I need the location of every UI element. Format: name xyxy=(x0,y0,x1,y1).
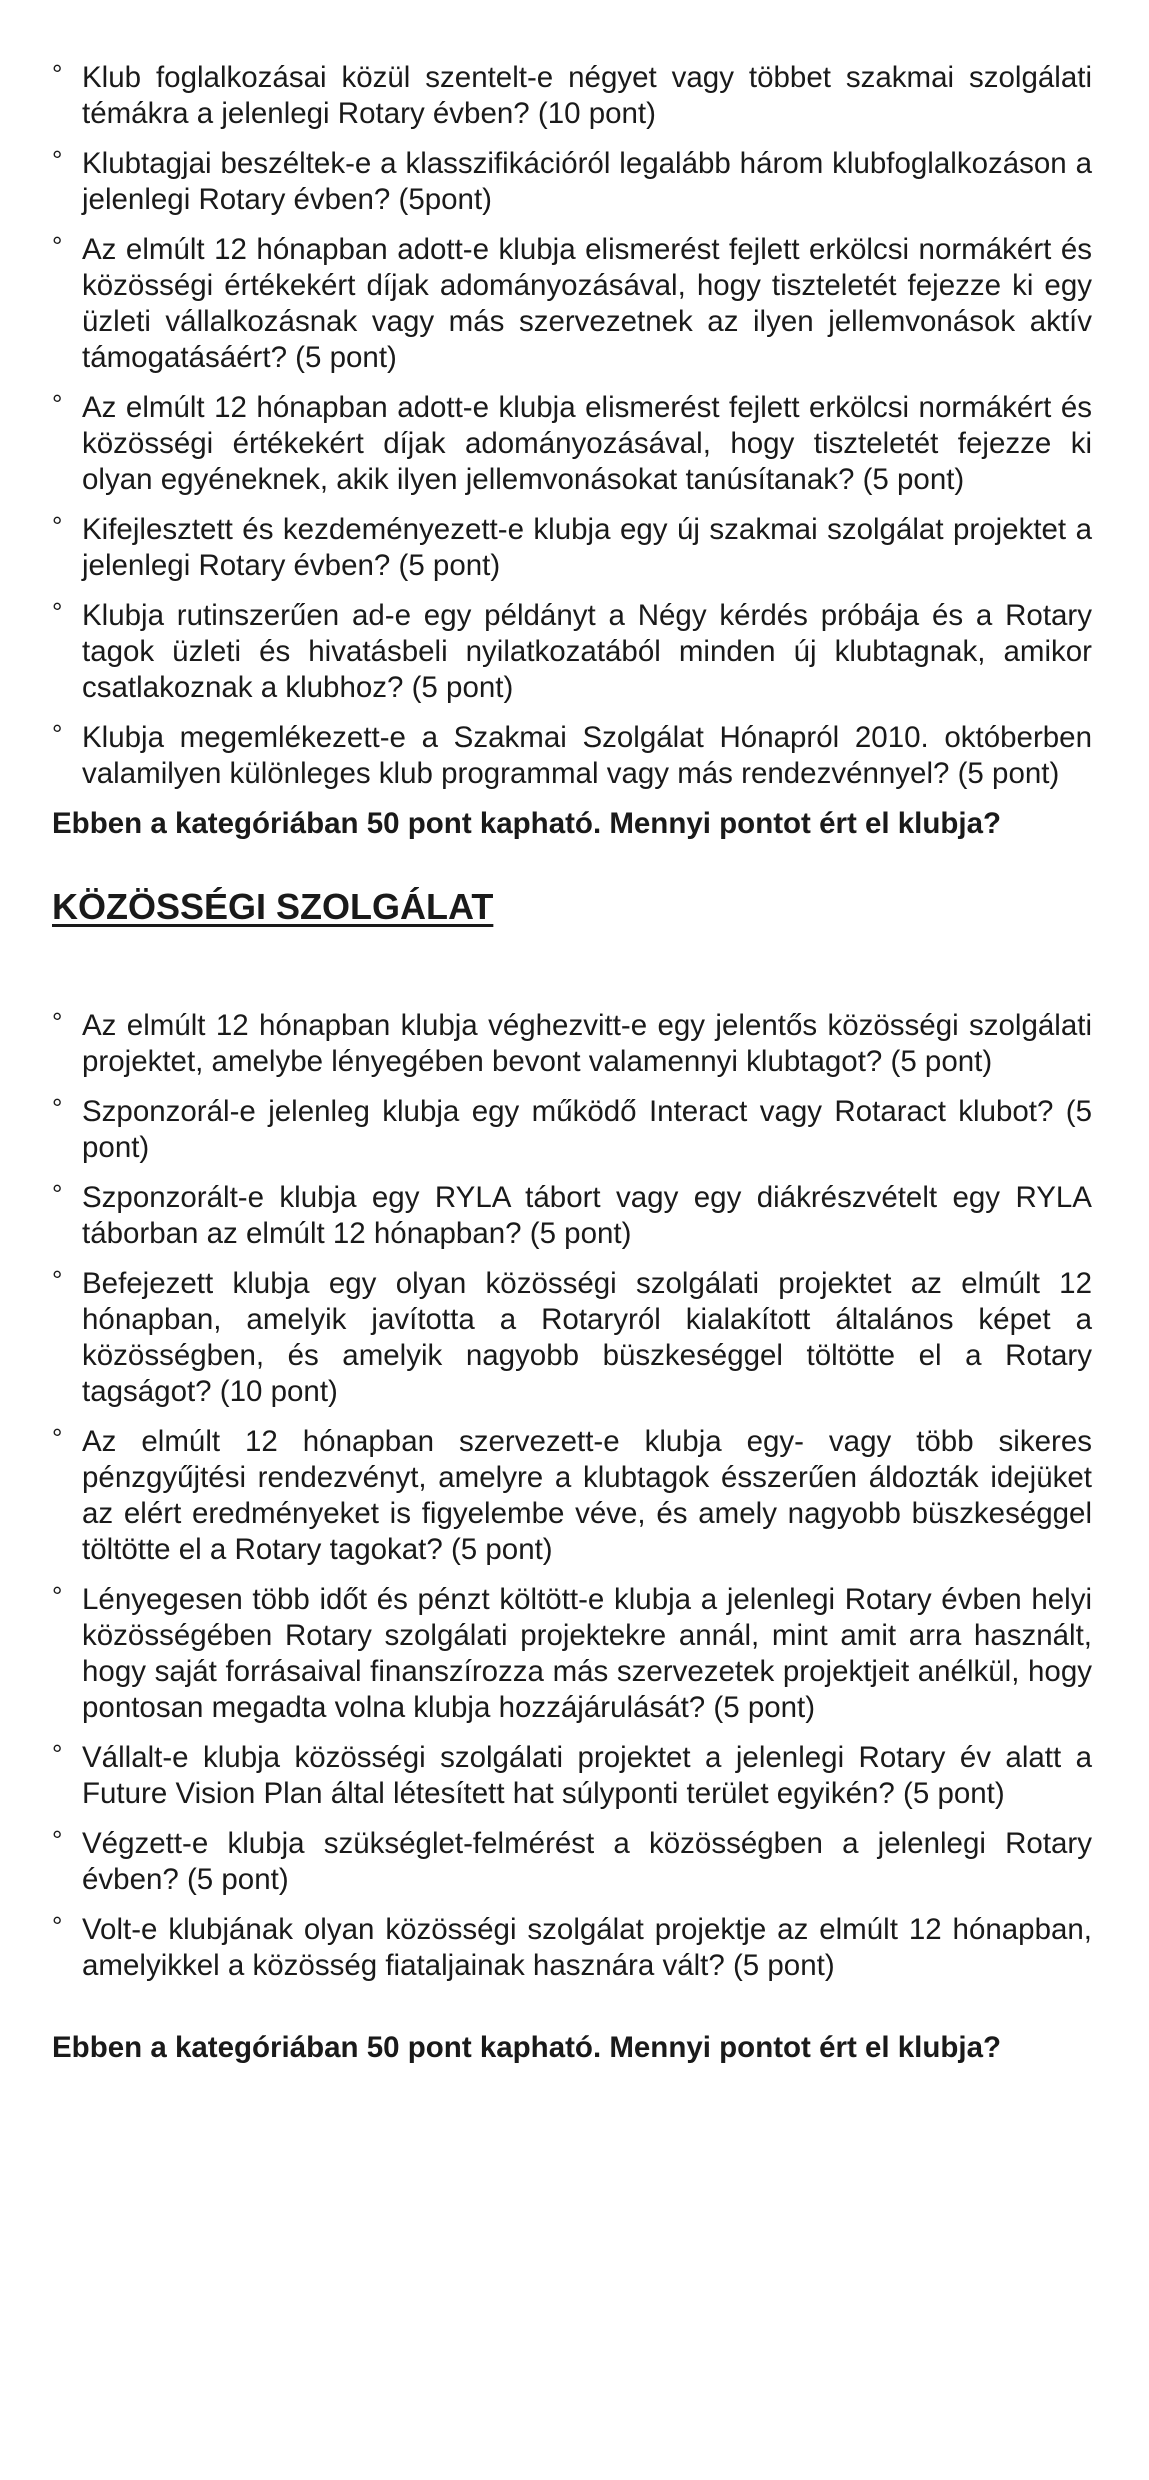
degree-bullet-icon: ° xyxy=(52,1179,63,1209)
question-text: Klubja rutinszerűen ad-e egy példányt a Négy kérdés próbája és a Rotary tagok üzleti és hivatásbeli nyilatkozatából minden új klubtagnak, amikor csatlakoznak a klubhoz? (5 pont) xyxy=(82,599,1092,704)
question-text: Szponzorált-e klubja egy RYLA tábort vagy egy diákrészvételt egy RYLA táborban az elmúlt 12 hónapban? (5 pont) xyxy=(82,1181,1092,1250)
question-text: Az elmúlt 12 hónapban adott-e klubja elismerést fejlett erkölcsi normákért és közösségi értékekért díjak adományozásával, hogy tiszteletét fejezze ki egy üzleti vállalkozásnak vagy más szervezetnek az ilyen jellemvonások aktív támogatásáért? (5 pont) xyxy=(82,233,1092,374)
section-summary: Ebben a kategóriában 50 pont kapható. Mennyi pontot ért el klubja? xyxy=(52,807,1002,840)
spacer xyxy=(52,1998,1092,2022)
degree-bullet-icon: ° xyxy=(52,1739,63,1769)
degree-bullet-icon: ° xyxy=(52,511,63,541)
question-item xyxy=(52,1008,1092,1080)
degree-bullet-icon: ° xyxy=(52,389,63,419)
question-text: Lényegesen több időt és pénzt költött-e klubja a jelenlegi Rotary évben helyi közösségében Rotary szolgálati projektekre annál, mint amit arra használt, hogy saját forrásaival finanszírozza más szervezetek projektjeit anélkül, hogy pontosan megadta volna klubja hozzájárulását? (5 pont) xyxy=(82,1583,1092,1724)
question-item xyxy=(52,720,1092,792)
question-text: Befejezett klubja egy olyan közösségi szolgálati projektet az elmúlt 12 hónapban, amelyik javította a Rotaryról kialakított általános képet a közösségben, és amelyik nagyobb büszkeséggel töltötte el a Rotary tagságot? (10 pont) xyxy=(82,1267,1092,1408)
question-text: Volt-e klubjának olyan közösségi szolgálat projektje az elmúlt 12 hónapban, amelyikkel a közösség fiataljainak hasznára vált? (5 pont) xyxy=(82,1913,1092,1982)
question-item xyxy=(52,1424,1092,1568)
degree-bullet-icon: ° xyxy=(52,1581,63,1611)
document-page xyxy=(52,60,1092,2066)
question-text: Az elmúlt 12 hónapban klubja véghezvitt-e egy jelentős közösségi szolgálati projektet, amelybe lényegében bevont valamennyi klubtagot? (5 pont) xyxy=(82,1009,1092,1078)
question-item xyxy=(52,1266,1092,1410)
question-item xyxy=(52,1582,1092,1726)
question-item xyxy=(52,390,1092,498)
question-item xyxy=(52,1094,1092,1166)
degree-bullet-icon: ° xyxy=(52,719,63,749)
question-item xyxy=(52,1912,1092,1984)
question-text: Vállalt-e klubja közösségi szolgálati projektet a jelenlegi Rotary év alatt a Future Vision Plan által létesített hat súlyponti terület egyikén? (5 pont) xyxy=(82,1741,1092,1810)
question-item xyxy=(52,512,1092,584)
question-item xyxy=(52,1180,1092,1252)
question-text: Végzett-e klubja szükséglet-felmérést a közösségben a jelenlegi Rotary évben? (5 pont) xyxy=(82,1827,1092,1896)
question-item xyxy=(52,1740,1092,1812)
question-item xyxy=(52,60,1092,132)
degree-bullet-icon: ° xyxy=(52,1265,63,1295)
section-heading: KÖZÖSSÉGI SZOLGÁLAT xyxy=(52,886,494,927)
question-text: Az elmúlt 12 hónapban szervezett-e klubja egy- vagy több sikeres pénzgyűjtési rendezvényt, amelyre a klubtagok ésszerűen áldozták idejüket az elért eredményeket is figyelembe véve, és amely nagyobb büszkeséggel töltötte el a Rotary tagokat? (5 pont) xyxy=(82,1425,1092,1566)
question-text: Klub foglalkozásai közül szentelt-e négyet vagy többet szakmai szolgálati témákra a jelenlegi Rotary évben? (10 pont) xyxy=(82,61,1092,130)
question-text: Az elmúlt 12 hónapban adott-e klubja elismerést fejlett erkölcsi normákért és közösségi értékekért díjak adományozásával, hogy tiszteletét fejezze ki olyan egyéneknek, akik ilyen jellemvonásokat tanúsítanak? (5 pont) xyxy=(82,391,1092,496)
degree-bullet-icon: ° xyxy=(52,145,63,175)
question-text: Kifejlesztett és kezdeményezett-e klubja egy új szakmai szolgálat projektet a jelenlegi Rotary évben? (5 pont) xyxy=(82,513,1092,582)
degree-bullet-icon: ° xyxy=(52,1825,63,1855)
question-item xyxy=(52,146,1092,218)
question-item xyxy=(52,598,1092,706)
degree-bullet-icon: ° xyxy=(52,1423,63,1453)
degree-bullet-icon: ° xyxy=(52,231,63,261)
question-text: Klubtagjai beszéltek-e a klasszifikációról legalább három klubfoglalkozáson a jelenlegi Rotary évben? (5pont) xyxy=(82,147,1092,216)
degree-bullet-icon: ° xyxy=(52,1093,63,1123)
section-professional-service xyxy=(52,60,1092,842)
degree-bullet-icon: ° xyxy=(52,1911,63,1941)
section-summary: Ebben a kategóriában 50 pont kapható. Mennyi pontot ért el klubja? xyxy=(52,2031,1002,2064)
question-text: Szponzorál-e jelenleg klubja egy működő Interact vagy Rotaract klubot? (5 pont) xyxy=(82,1095,1092,1164)
question-item xyxy=(52,232,1092,376)
section-community-service xyxy=(52,1008,1092,2066)
degree-bullet-icon: ° xyxy=(52,597,63,627)
degree-bullet-icon: ° xyxy=(52,1007,63,1037)
question-text: Klubja megemlékezett-e a Szakmai Szolgálat Hónapról 2010. októberben valamilyen különleges klub programmal vagy más rendezvénnyel? (5 pont) xyxy=(82,721,1092,790)
degree-bullet-icon: ° xyxy=(52,59,63,89)
question-item xyxy=(52,1826,1092,1898)
